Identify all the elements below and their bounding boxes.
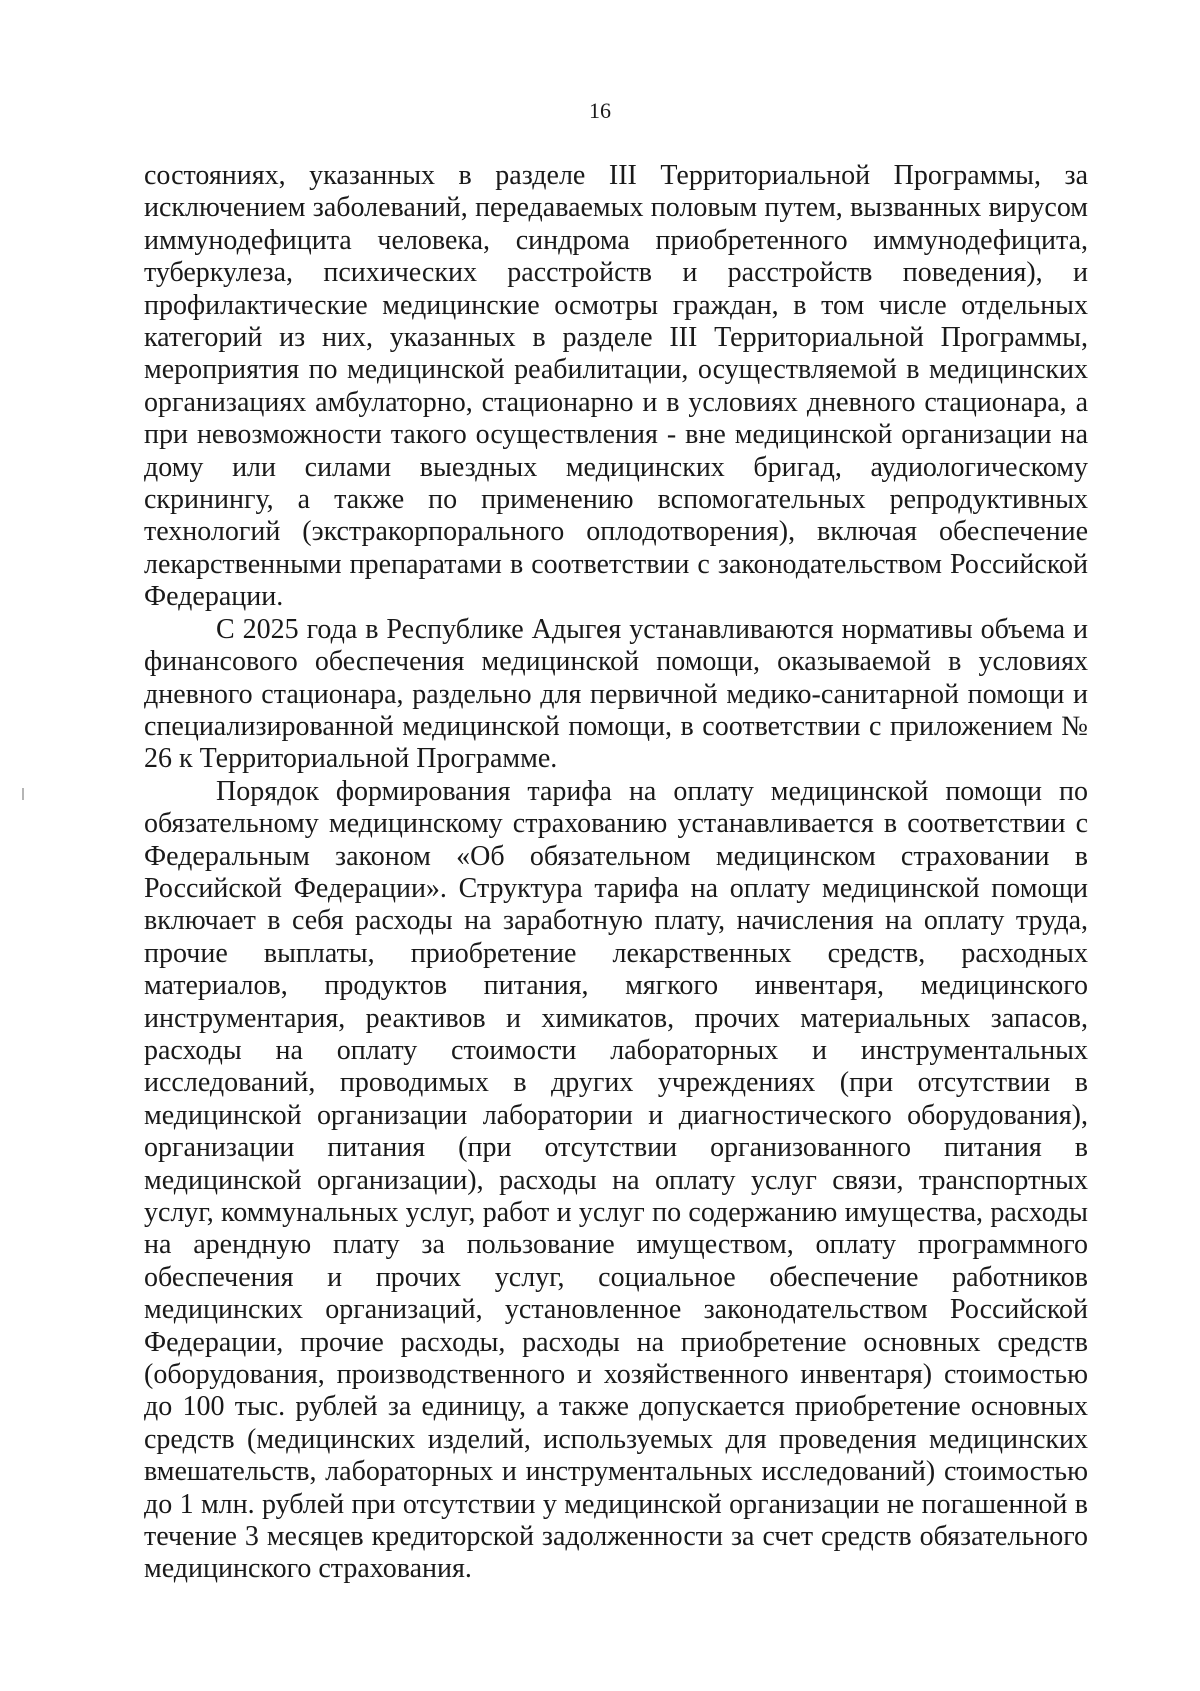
document-body bbox=[144, 160, 1088, 1586]
scan-margin-mark bbox=[22, 788, 24, 800]
paragraph-continuation: состояниях, указанных в разделе III Территориальной Программы, за исключением заболеваний, передаваемых половым путем, вызванных вирусом иммунодефицита человека, синдрома приобретенного иммунодефицита, туберкулеза, психических расстройств и расстройств поведения), и профилактические медицинские осмотры граждан, в том числе отдельных категорий из них, указанных в разделе III Территориальной Программы, мероприятия по медицинской реабилитации, осуществляемой в медицинских организациях амбулаторно, стационарно и в условиях дневного стационара, а при невозможности такого осуществления - вне медицинской организации на дому или силами выездных медицинских бригад, аудиологическому скринингу, а также по применению вспомогательных репродуктивных технологий (экстракорпорального оплодотворения), включая обеспечение лекарственными препаратами в соответствии с законодательством Российской Федерации. bbox=[144, 160, 1088, 613]
paragraph-tariff-structure: Порядок формирования тарифа на оплату медицинской помощи по обязательному медицинскому страхованию устанавливается в соответствии с Федеральным законом «Об обязательном медицинском страховании в Российской Федерации». Структура тарифа на оплату медицинской помощи включает в себя расходы на заработную плату, начисления на оплату труда, прочие выплаты, приобретение лекарственных средств, расходных материалов, продуктов питания, мягкого инвентаря, медицинского инструментария, реактивов и химикатов, прочих материальных запасов, расходы на оплату стоимости лабораторных и инструментальных исследований, проводимых в других учреждениях (при отсутствии в медицинской организации лаборатории и диагностического оборудования), организации питания (при отсутствии организованного питания в медицинской организации), расходы на оплату услуг связи, транспортных услуг, коммунальных услуг, работ и услуг по содержанию имущества, расходы на арендную плату за пользование имуществом, оплату программного обеспечения и прочих услуг, социальное обеспечение работников медицинских организаций, установленное законодательством Российской Федерации, прочие расходы, расходы на приобретение основных средств (оборудования, производственного и хозяйственного инвентаря) стоимостью до 100 тыс. рублей за единицу, а также допускается приобретение основных средств (медицинских изделий, используемых для проведения медицинских вмешательств, лабораторных и инструментальных исследований) стоимостью до 1 млн. рублей при отсутствии у медицинской организации не погашенной в течение 3 месяцев кредиторской задолженности за счет средств обязательного медицинского страхования. bbox=[144, 775, 1088, 1585]
page-number: 16 bbox=[589, 98, 611, 123]
paragraph-day-hospital-norms: С 2025 года в Республике Адыгея устанавливаются нормативы объема и финансового обеспечения медицинской помощи, оказываемой в условиях дневного стационара, раздельно для первичной медико-санитарной помощи и специализированной медицинской помощи, в соответствии с приложением № 26 к Территориальной Программе. bbox=[144, 613, 1088, 775]
